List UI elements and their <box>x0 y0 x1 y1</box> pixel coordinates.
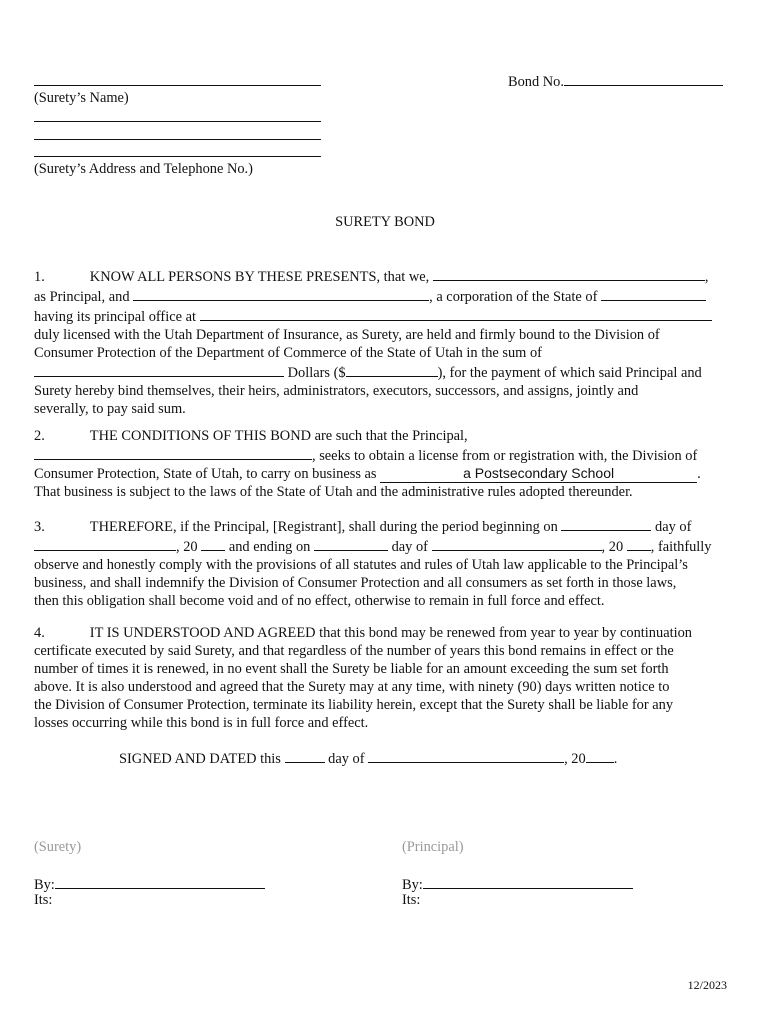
s4-line-1: 4. IT IS UNDERSTOOD AND AGREED that this bond may be renewed from year to year by continuation <box>34 625 692 641</box>
s2-line-2: , seeks to obtain a license from or registration with, the Division of <box>34 445 734 465</box>
principal-its-label: Its: <box>402 892 421 908</box>
signed-year-field[interactable] <box>586 748 614 763</box>
s1-line-5: Consumer Protection of the Department of Commerce of the State of Utah in the sum of <box>34 345 542 361</box>
s3-line-2: , 20 and ending on day of , 20 , faithfully <box>34 536 734 556</box>
end-year-field[interactable] <box>627 536 651 551</box>
s2-line-1: 2. THE CONDITIONS OF THIS BOND are such that the Principal, <box>34 428 468 444</box>
s2-line-4: That business is subject to the laws of the State of Utah and the administrative rules adopted thereunder. <box>34 484 633 500</box>
s1-line-8: severally, to pay said sum. <box>34 401 186 417</box>
s4-line-4: above. It is also understood and agreed that the Surety may at any time, with ninety (90) days written notice to <box>34 679 670 695</box>
signed-dated-line: SIGNED AND DATED this day of , 20 . <box>119 748 617 768</box>
bond-number-label <box>508 71 723 91</box>
s3-line-5: then this obligation shall become void and of no effect, otherwise to remain in full force and effect. <box>34 593 605 609</box>
begin-year-field[interactable] <box>201 536 225 551</box>
surety-address-line-1[interactable] <box>34 121 321 122</box>
s1-line-4: duly licensed with the Utah Department of Insurance, as Surety, are held and firmly bound to the Division of <box>34 327 660 343</box>
principal-name-field[interactable] <box>433 266 705 281</box>
principal-signature-label: (Principal) <box>402 839 464 855</box>
principal-name-field-2[interactable] <box>34 445 312 460</box>
s4-line-2: certificate executed by said Surety, and that regardless of the number of years this bond remains in effect or the <box>34 643 674 659</box>
surety-state-field[interactable] <box>601 286 706 301</box>
s1-line-6: Dollars ($ ), for the payment of which said Principal and <box>34 362 734 382</box>
surety-by-row: By: <box>34 874 265 894</box>
bond-amount-words-field[interactable] <box>34 362 284 377</box>
surety-its-label: Its: <box>34 892 53 908</box>
s2-line-3: Consumer Protection, State of Utah, to carry on business as a Postsecondary School . <box>34 465 701 482</box>
surety-address-label: (Surety’s Address and Telephone No.) <box>34 161 253 177</box>
surety-name-label: (Surety’s Name) <box>34 90 129 106</box>
surety-name-line[interactable] <box>34 85 321 86</box>
end-day-field[interactable] <box>314 536 388 551</box>
signed-month-field[interactable] <box>368 748 564 763</box>
section-4 <box>34 624 734 732</box>
principal-by-field[interactable] <box>423 874 633 889</box>
s1-line-2: as Principal, and , a corporation of the State of <box>34 286 734 306</box>
surety-address-line-3[interactable] <box>34 156 321 157</box>
s4-line-5: the Division of Consumer Protection, terminate its liability herein, except that the Surety shall be liable for any <box>34 697 674 713</box>
surety-by-field[interactable] <box>55 874 265 889</box>
s3-line-1: 3. THEREFORE, if the Principal, [Registrant], shall during the period beginning on day of <box>34 516 734 536</box>
s3-line-4: business, and shall indemnify the Division of Consumer Protection and all consumers as set forth in those laws, <box>34 575 677 591</box>
surety-address-line-2[interactable] <box>34 139 321 140</box>
begin-month-field[interactable] <box>34 536 176 551</box>
section-3 <box>34 516 734 610</box>
revision-date: 12/2023 <box>687 978 727 992</box>
section-1 <box>34 266 734 418</box>
s1-line-7: Surety hereby bind themselves, their heirs, administrators, executors, successors, and assigns, jointly and <box>34 383 639 399</box>
section-2 <box>34 427 734 501</box>
end-month-field[interactable] <box>432 536 602 551</box>
signed-day-field[interactable] <box>285 748 325 763</box>
surety-company-field[interactable] <box>133 286 429 301</box>
bond-number-field[interactable] <box>564 71 723 86</box>
bond-amount-field[interactable] <box>346 362 438 377</box>
s1-line-3: having its principal office at <box>34 306 734 326</box>
business-type-field[interactable]: a Postsecondary School <box>380 466 697 483</box>
bond-number-text: Bond No. <box>508 74 564 90</box>
document-title: SURETY BOND <box>335 214 435 230</box>
s4-line-3: number of times it is renewed, in no event shall the Surety be liable for an amount exceeding the sum set forth <box>34 661 669 677</box>
principal-office-field[interactable] <box>200 306 712 321</box>
begin-day-field[interactable] <box>561 516 651 531</box>
s3-line-3: observe and honestly comply with the provisions of all statutes and rules of Utah law applicable to the Principal’s <box>34 557 688 573</box>
s4-line-6: losses occurring while this bond is in full force and effect. <box>34 715 369 731</box>
principal-by-row: By: <box>402 874 633 894</box>
s1-line-1: 1. KNOW ALL PERSONS BY THESE PRESENTS, that we, , <box>34 266 734 286</box>
surety-signature-label: (Surety) <box>34 839 82 855</box>
